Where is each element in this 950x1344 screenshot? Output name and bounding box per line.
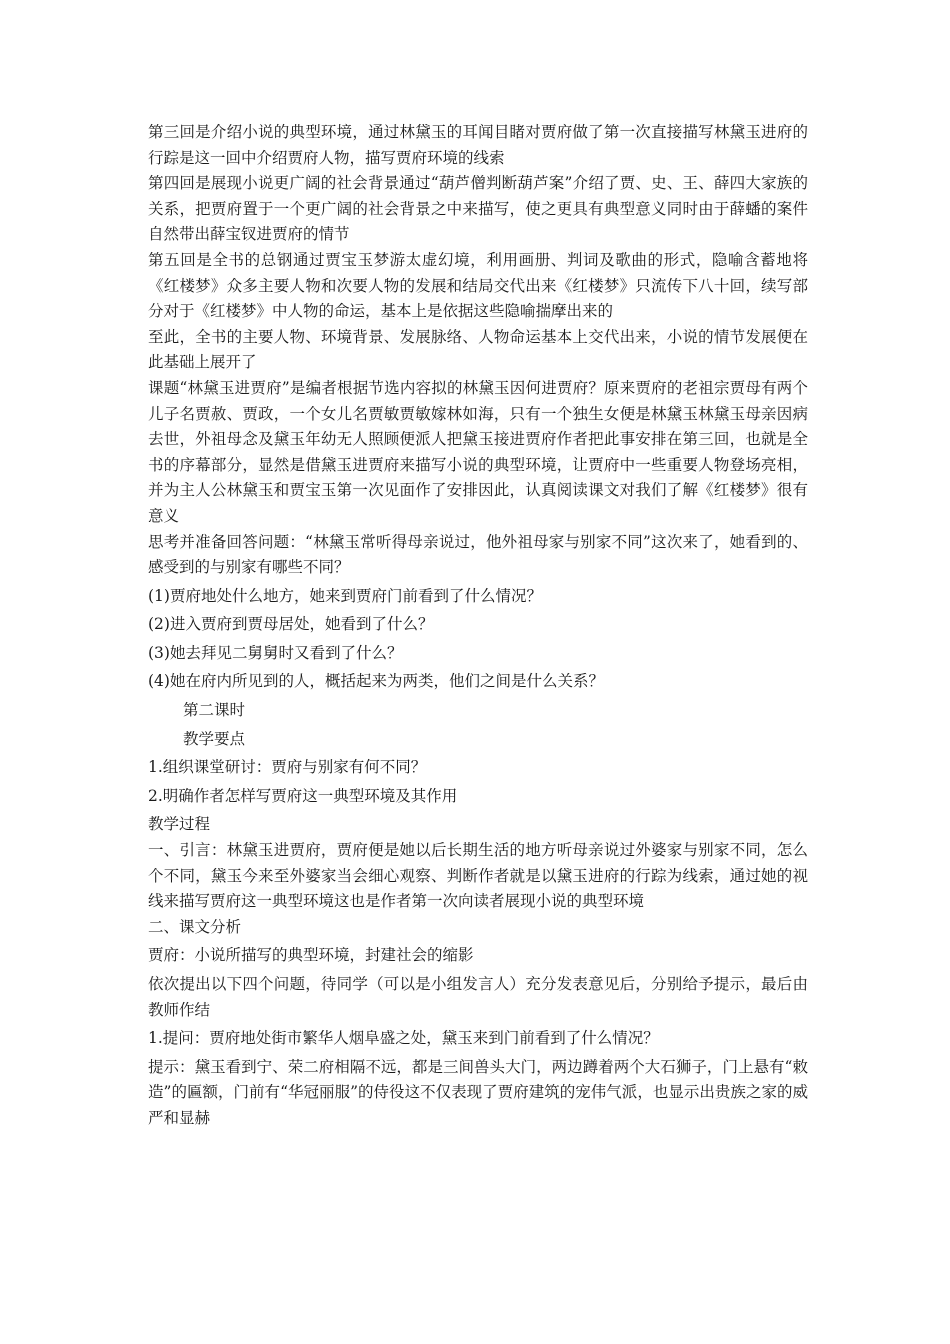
paragraph-hint: 提示：黛玉看到宁、荣二府相隔不远，都是三间兽头大门，两边蹲着两个大石狮子，门上悬有“敕造”的匾额，门前有“华冠丽服”的侍役这不仅表现了贾府建筑的宠伟气派，也显示出贵族之家的威严和显赫 bbox=[148, 1057, 808, 1127]
section-heading-key-points: 教学要点 bbox=[183, 729, 246, 748]
paragraph-chapter-3: 第三回是介绍小说的典型环境，通过林黛玉的耳闻目睹对贾府做了第一次直接描写林黛玉进府的行踪是这一回中介绍贾府人物，描写贾府环境的线索 bbox=[148, 123, 808, 167]
question-4: (4)她在府内所见到的人，概括起来为两类，他们之间是什么关系？ bbox=[148, 672, 604, 691]
key-point-2: 2.明确作者怎样写贾府这一典型环境及其作用 bbox=[148, 786, 458, 805]
paragraph-question-ask: 1.提问：贾府地处街市繁华人烟阜盛之处，黛玉来到门前看到了什么情况？ bbox=[148, 1029, 659, 1048]
key-point-1: 1.组织课堂研讨：贾府与别家有何不同？ bbox=[148, 758, 427, 777]
question-2: (2)进入贾府到贾母居处，她看到了什么？ bbox=[148, 615, 434, 634]
paragraph-jiafu-definition: 贾府：小说所描写的典型环境，封建社会的缩影 bbox=[148, 946, 474, 965]
paragraph-summary: 至此，全书的主要人物、环境背景、发展脉络、人物命运基本上交代出来，小说的情节发展便在此基础上展开了 bbox=[148, 327, 808, 372]
section-heading-second-lesson: 第二课时 bbox=[183, 701, 246, 720]
section-heading-process: 教学过程 bbox=[148, 815, 211, 834]
paragraph-chapter-4: 第四回是展现小说更广阔的社会背景通过“葫芦僧判断葫芦案”介绍了贾、史、王、薛四大家族的关系，把贾府置于一个更广阔的社会背景之中来描写，使之更具有典型意义同时由于薛蟠的案件自然带出薛宝钗进贾府的情节 bbox=[148, 174, 808, 244]
paragraph-topic: 课题“林黛玉进贾府”是编者根据节选内容拟的林黛玉因何进贾府？原来贾府的老祖宗贾母有两个儿子名贾赦、贾政，一个女儿名贾敏贾敏嫁林如海，只有一个独生女便是林黛玉林黛玉母亲因病去世，外祖母念及黛玉年幼无人照顾便派人把黛玉接进贾府作者把此事安排在第三回，也就是全书的序幕部分，显然是借黛玉进贾府来描写小说的典型环境，让贾府中一些重要人物登场亮相，并为主人公林黛玉和贾宝玉第一次见面作了安排因此，认真阅读课文对我们了解《红楼梦》很有意义 bbox=[148, 378, 808, 525]
document-body bbox=[148, 120, 808, 1132]
paragraph-introduction: 一、引言：林黛玉进贾府，贾府便是她以后长期生活的地方听母亲说过外婆家与别家不同，怎么个不同，黛玉今来至外婆家当会细心观察、判断作者就是以黛玉进府的行踪为线索，通过她的视线来描写贾府这一典型环境这也是作者第一次向读者展现小说的典型环境 bbox=[148, 841, 808, 911]
paragraph-question-intro: 思考并准备回答问题：“林黛玉常听得母亲说过，他外祖母家与别家不同”这次来了，她看到的、感受到的与别家有哪些不同？ bbox=[148, 532, 808, 577]
section-heading-analysis: 二、课文分析 bbox=[148, 917, 242, 936]
question-3: (3)她去拜见二舅舅时又看到了什么？ bbox=[148, 643, 403, 662]
paragraph-instructions: 依次提出以下四个问题，待同学（可以是小组发言人）充分发表意见后，分别给予提示，最后由教师作结 bbox=[148, 975, 808, 1019]
question-1: (1)贾府地处什么地方，她来到贾府门前看到了什么情况？ bbox=[148, 586, 542, 605]
paragraph-chapter-5: 第五回是全书的总钢通过贾宝玉梦游太虚幻境，利用画册、判词及歌曲的形式，隐喻含蓄地将《红楼梦》众多主要人物和次要人物的发展和结局交代出来《红楼梦》只流传下八十回，续写部分对于《红楼梦》中人物的命运，基本上是依据这些隐喻揣摩出来的 bbox=[148, 250, 808, 321]
